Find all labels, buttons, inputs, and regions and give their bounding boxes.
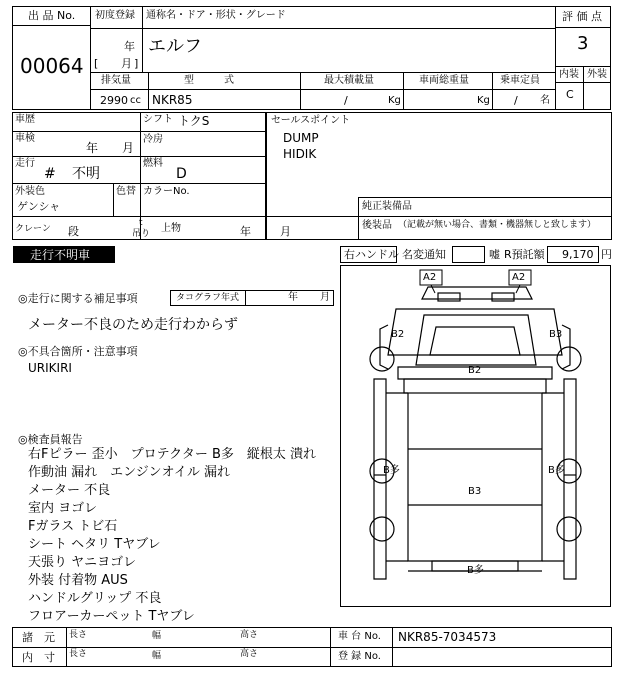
max-load-slash: /: [344, 94, 348, 107]
damage-mark: B多: [548, 465, 565, 476]
upper-month: 月: [280, 225, 291, 238]
lot-number: 00064: [20, 54, 84, 78]
inspector-line: シート ヘタリ Tヤブレ: [28, 537, 161, 552]
recycle-amount: 9,170: [562, 248, 594, 261]
interior-grade-label: 内装: [559, 69, 579, 80]
sales-point-2: HIDIK: [283, 147, 317, 161]
inspector-line: 天張り ヤニヨゴレ: [28, 555, 137, 570]
damage-mark: B多: [467, 565, 484, 576]
tacho-month: 月: [320, 292, 330, 303]
registration-label: 登 録 No.: [338, 651, 381, 662]
capacity-label: 乗車定員: [500, 75, 540, 86]
color-label: 外装色: [15, 186, 45, 197]
inspector-line: 右Fピラー 歪小 プロテクター B多 縦根太 潰れ: [28, 447, 317, 462]
defects-text: URIKIRI: [28, 361, 72, 375]
capacity-slash: /: [514, 94, 518, 107]
history-label: 車歴: [15, 114, 35, 125]
inspection-year: 年: [86, 141, 99, 155]
lot-no-label: 出 品 No.: [28, 9, 76, 22]
mileage-hash: #: [44, 166, 56, 182]
recycle-label: R預託額: [504, 248, 545, 261]
damage-mark: B2: [391, 329, 405, 340]
width-label: 幅: [152, 631, 162, 641]
color-value: ゲンシャ: [17, 200, 61, 213]
model-label: 型 式: [184, 75, 234, 86]
displacement-label: 排気量: [101, 75, 131, 86]
damage-mark: A2: [423, 272, 437, 283]
displacement-unit: cc: [130, 95, 141, 106]
car-name-label: 通称名・ドア・形状・グレード: [146, 10, 286, 21]
gross-weight-unit: Kg: [477, 95, 490, 106]
tax-label: 嘘: [489, 248, 500, 261]
defects-title: ◎不具合箇所・注意事項: [18, 345, 138, 358]
damage-mark: B3: [468, 486, 482, 497]
first-reg-label: 初度登録: [95, 10, 135, 21]
capacity-unit: 名: [540, 95, 550, 106]
car-name: エルフ: [148, 36, 202, 57]
max-load-unit: Kg: [388, 95, 401, 106]
shift-label: シフト: [143, 114, 173, 125]
aftermarket-label: 後装品: [362, 220, 392, 231]
truck-diagram: [340, 265, 611, 607]
damage-mark: A2: [512, 272, 526, 283]
exterior-grade-label: 外装: [587, 69, 607, 80]
color-change-label: 色替: [116, 186, 136, 197]
color-code-label: カラーNo.: [143, 186, 190, 197]
inspection-label: 車検: [15, 133, 35, 144]
chassis-number: NKR85-7034573: [398, 630, 497, 644]
crane-ton: t: [139, 218, 143, 228]
sales-point-label: セールスポイント: [271, 115, 351, 126]
upper-body-label: 上物: [161, 223, 181, 234]
inspector-line: 作動油 漏れ エンジンオイル 漏れ: [28, 465, 230, 480]
model-value: NKR85: [152, 93, 193, 107]
mileage-unknown-text: 走行不明車: [30, 248, 91, 262]
inspector-line: 外装 付着物 AUS: [28, 573, 128, 588]
overall-grade: 3: [577, 33, 589, 54]
gross-weight-label: 車両総重量: [419, 75, 469, 86]
damage-mark: B2: [468, 365, 482, 376]
upper-year: 年: [240, 225, 251, 238]
height-label: 高さ: [240, 630, 259, 640]
crane-hang: 吊り: [132, 229, 151, 239]
handle-text: 右ハンドル: [344, 248, 399, 261]
length-label: 長さ: [69, 649, 88, 659]
fuel-label: 燃料: [143, 158, 163, 169]
grade-label: 評 価 点: [562, 10, 602, 23]
mileage-note: メーター不良のため走行わからず: [28, 317, 238, 333]
reg-bracket-close: ]: [134, 57, 139, 70]
ac-label: 冷房: [143, 134, 163, 145]
length-label: 長さ: [69, 630, 88, 640]
damage-mark: B多: [383, 465, 400, 476]
damage-mark: B3: [549, 329, 563, 340]
inspection-month: 月: [122, 141, 135, 155]
height-label: 高さ: [240, 649, 259, 659]
reg-year-label: 年: [124, 40, 135, 53]
reg-bracket-open: [: [94, 57, 99, 70]
crane-stage: 段: [68, 225, 79, 238]
fuel-value: D: [176, 166, 187, 182]
mileage-supplement-title: ◎走行に関する補足事項: [18, 292, 138, 305]
name-change-label: 名変通知: [402, 248, 446, 261]
aftermarket-note: （記載が無い場合、書類・機器無しと致します）: [398, 220, 597, 230]
displacement-value: 2990: [100, 94, 128, 107]
max-load-label: 最大積載量: [324, 75, 374, 86]
inspector-line: Fガラス トビ石: [28, 519, 118, 534]
crane-label: クレーン: [15, 224, 51, 234]
inspector-title: ◎検査員報告: [18, 433, 83, 446]
mileage-label: 走行: [15, 158, 35, 169]
sales-point-1: DUMP: [283, 131, 319, 145]
chassis-label: 車 台 No.: [338, 631, 381, 642]
reg-month-label: 月: [121, 57, 132, 70]
name-change-box: [452, 246, 485, 263]
inspector-line: ハンドルグリップ 不良: [28, 591, 162, 606]
tacho-year: 年: [288, 292, 298, 303]
width-label: 幅: [152, 651, 162, 661]
shift-value: トクS: [178, 114, 210, 128]
interior-grade: C: [566, 88, 574, 101]
yen-label: 円: [601, 248, 612, 261]
mileage-value: 不明: [72, 166, 100, 182]
genuine-equipment-label: 純正装備品: [362, 201, 412, 212]
inspector-line: フロアーカーペット Tヤブレ: [28, 609, 195, 624]
interior-dims-label: 内 寸: [22, 651, 55, 664]
tachograph-label: タコグラフ年式: [176, 293, 240, 303]
inspector-line: メーター 不良: [28, 483, 111, 498]
specs-label: 諸 元: [22, 631, 55, 644]
inspector-line: 室内 ヨゴレ: [28, 501, 98, 516]
